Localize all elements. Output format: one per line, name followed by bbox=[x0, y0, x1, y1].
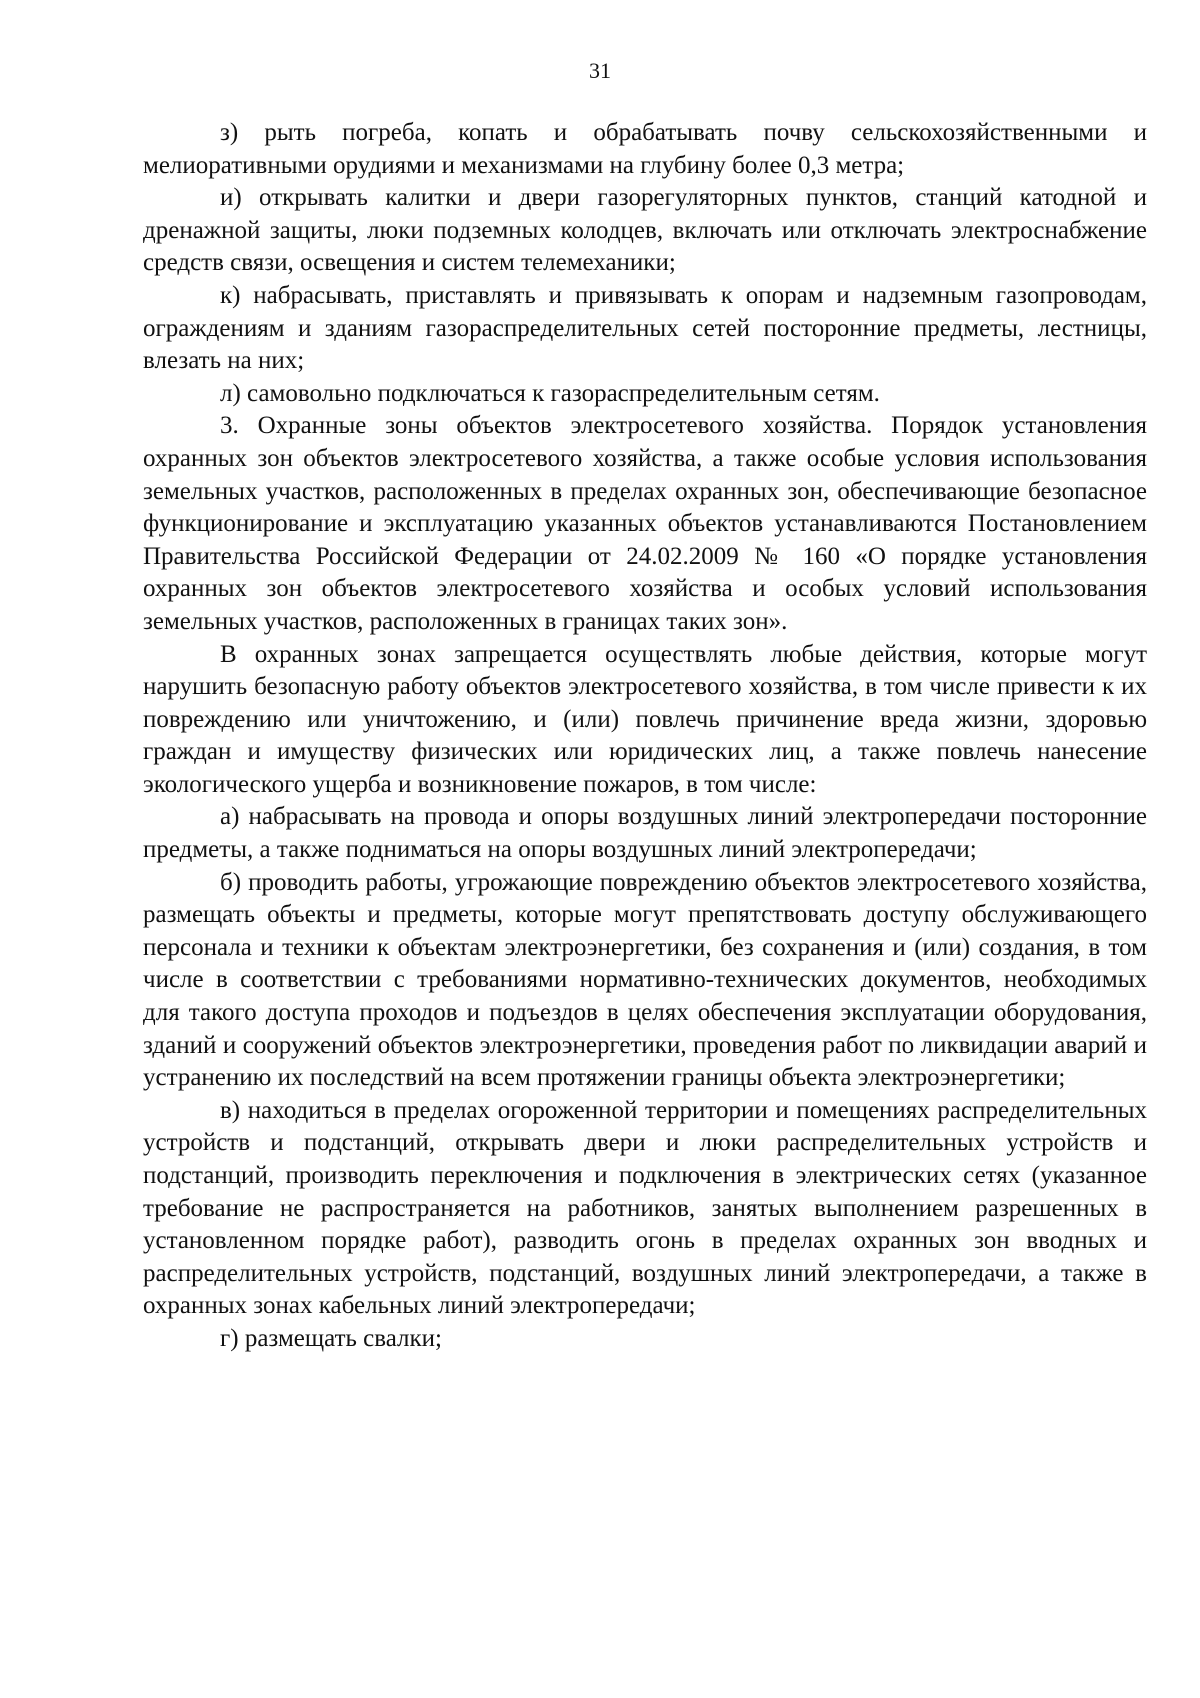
paragraph-prohibitions-intro: В охранных зонах запрещается осуществлять любые действия, которые могут нарушить безопасную работу объектов электросетевого хозяйства, в том числе привести к их повреждению или уничтожению, и (или) повлечь причинение вреда жизни, здоровью граждан и имуществу физических или юридических лиц, а также повлечь нанесение экологического ущерба и возникновение пожаров, в том числе: bbox=[143, 640, 1147, 798]
document-body bbox=[143, 117, 1147, 1356]
paragraph-item-v: в) находиться в пределах огороженной территории и помещениях распределительных устройств и подстанций, открывать двери и люки распределительных устройств и подстанций, производить переключения и подключения в электрических сетях (указанное требование не распространяется на работников, занятых выполнением разрешенных в установленном порядке работ), разводить огонь в пределах охранных зон вводных и распределительных устройств, подстанций, воздушных линий электропередачи, а также в охранных зонах кабельных линий электропередачи; bbox=[143, 1096, 1147, 1320]
paragraph-item-b: б) проводить работы, угрожающие повреждению объектов электросетевого хозяйства, размещать объекты и предметы, которые могут препятствовать доступу обслуживающего персонала и техники к объектам электроэнергетики, без сохранения и (или) создания, в том числе в соответствии с требованиями нормативно-технических документов, необходимых для такого доступа проходов и подъездов в целях обеспечения эксплуатации оборудования, зданий и сооружений объектов электроэнергетики, проведения работ по ликвидации аварий и устранению их последствий на всем протяжении границы объекта электроэнергетики; bbox=[143, 868, 1147, 1092]
paragraph-section-3: 3. Охранные зоны объектов электросетевого хозяйства. Порядок установления охранных зон объектов электросетевого хозяйства, а также особые условия использования земельных участков, расположенных в пределах охранных зон, обеспечивающие безопасное функционирование и эксплуатацию указанных объектов устанавливаются Постановлением Правительства Российской Федерации от 24.02.2009 № 160 «О порядке установления охранных зон объектов электросетевого хозяйства и особых условий использования земельных участков, расположенных в границах таких зон». bbox=[143, 412, 1147, 635]
paragraph-item-i: и) открывать калитки и двери газорегуляторных пунктов, станций катодной и дренажной защиты, люки подземных колодцев, включать или отключать электроснабжение средств связи, освещения и систем телемеханики; bbox=[143, 184, 1147, 277]
page-number: 31 bbox=[589, 58, 611, 83]
paragraph-item-k: к) набрасывать, приставлять и привязывать к опорам и надземным газопроводам, ограждениям и зданиям газораспределительных сетей посторонние предметы, лестницы, влезать на них; bbox=[143, 281, 1147, 375]
paragraph-item-z: з) рыть погреба, копать и обрабатывать почву сельскохозяйственными и мелиоративными орудиями и механизмами на глубину более 0,3 метра; bbox=[143, 119, 1147, 179]
paragraph-item-g: г) размещать свалки; bbox=[220, 1324, 442, 1352]
paragraph-item-a: а) набрасывать на провода и опоры воздушных линий электропередачи посторонние предметы, а также подниматься на опоры воздушных линий электропередачи; bbox=[143, 803, 1147, 864]
paragraph-item-l: л) самовольно подключаться к газораспределительным сетям. bbox=[220, 379, 880, 407]
